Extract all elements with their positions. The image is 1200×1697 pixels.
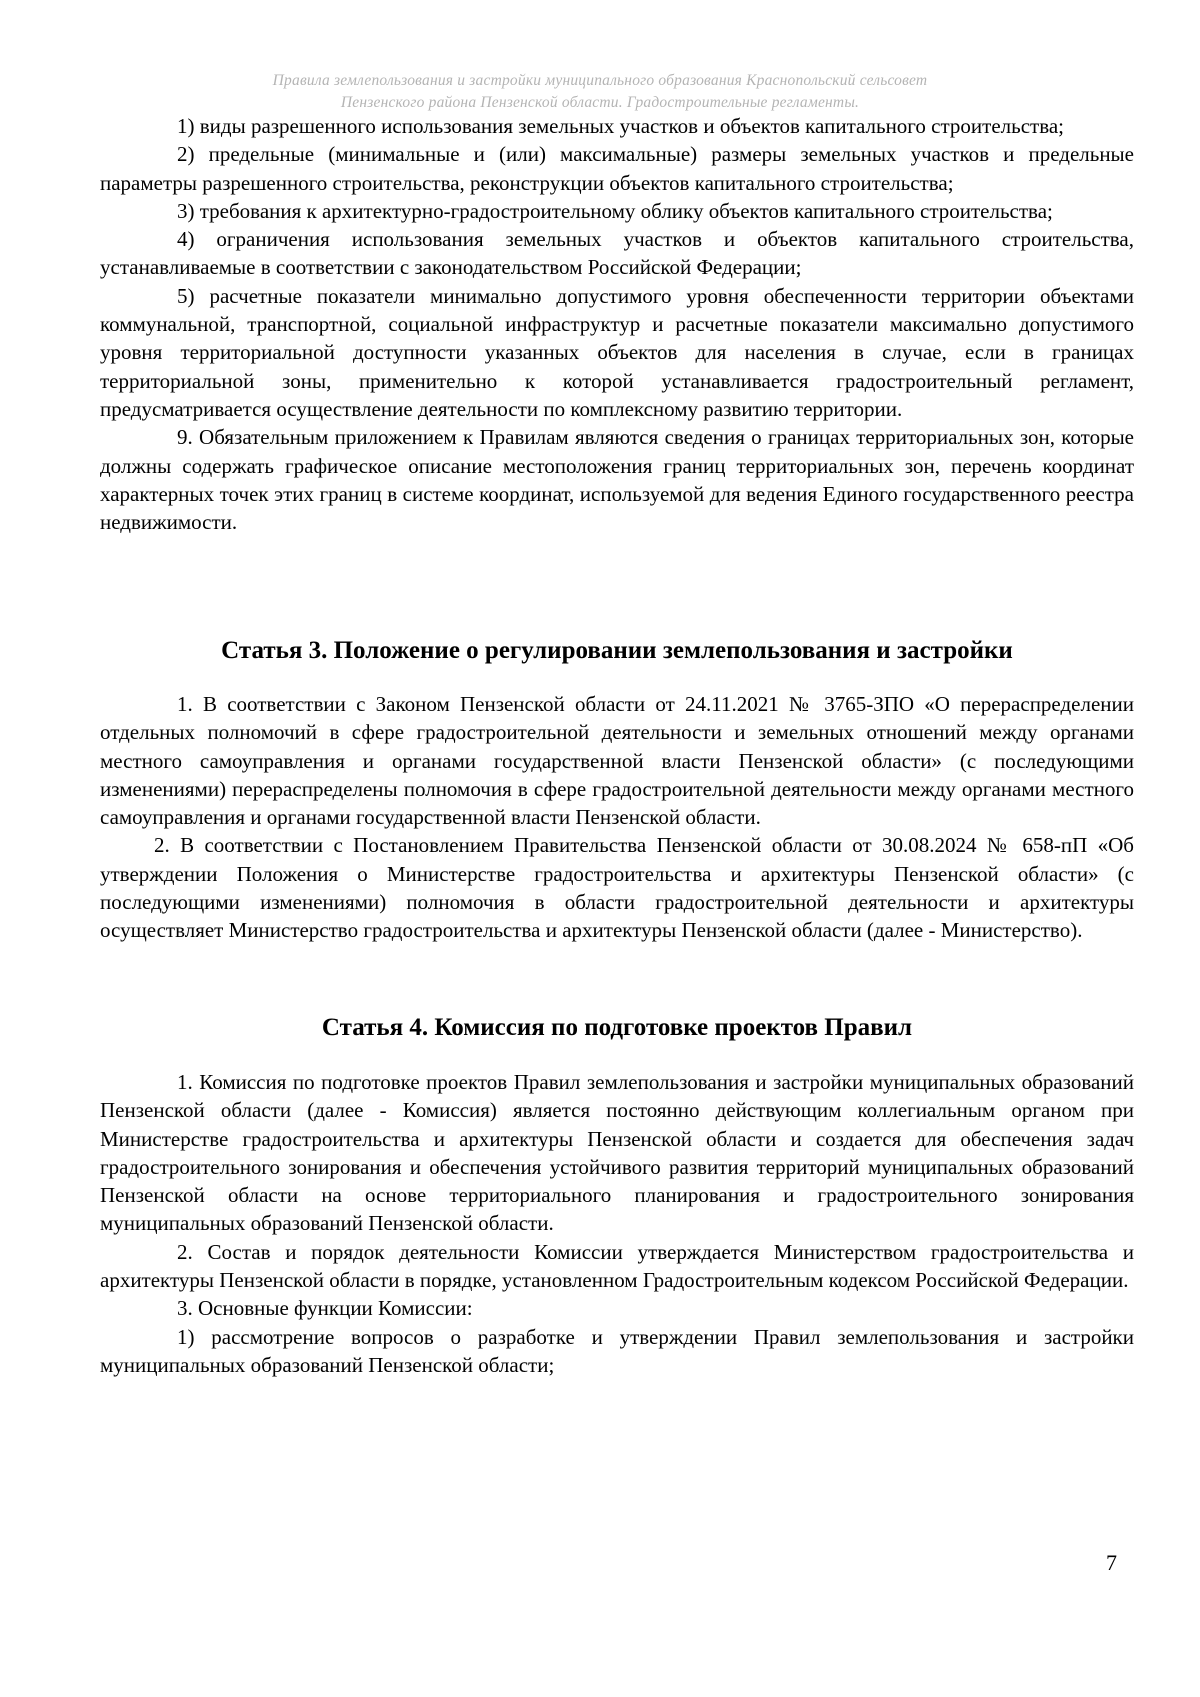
article-3-body — [100, 690, 1134, 945]
list-item: 5) расчетные показатели минимально допустимого уровня обеспеченности территории объектами коммунальной, транспортной, социальной инфраструктур и расчетные показатели максимально допустимого уровня территориальной доступности указанных объектов для населения в случае, если в границах территориальной зоны, применительно к которой устанавливается градостроительный регламент, предусматривается осуществление деятельности по комплексному развитию территории. — [100, 283, 1134, 421]
article-3-heading: Статья 3. Положение о регулировании землепользования и застройки — [221, 637, 1013, 664]
paragraph: 9. Обязательным приложением к Правилам являются сведения о границах территориальных зон, которые должны содержать графическое описание местоположения границ территориальных зон, перечень координат характерных точек этих границ в системе координат, используемой для ведения Единого государственного реестра недвижимости. — [100, 425, 1134, 535]
list-item: 2) предельные (минимальные и (или) максимальные) размеры земельных участков и предельные параметры разрешенного строительства, реконструкции объектов капитального строительства; — [100, 142, 1134, 195]
list-item: 4) ограничения использования земельных участков и объектов капитального строительства, устанавливаемые в соответствии с законодательством Российской Федерации; — [100, 227, 1134, 280]
header-line-2: Пензенского района Пензенской области. Градостроительные регламенты. — [340, 94, 860, 111]
page-number: 7 — [1106, 1550, 1117, 1575]
article-4-heading: Статья 4. Комиссия по подготовке проектов Правил — [321, 1014, 913, 1041]
paragraph: 1. Комиссия по подготовке проектов Правил землепользования и застройки муниципальных образований Пензенской области (далее - Комиссия) является постоянно действующим коллегиальным органом при Министерстве градостроительства и архитектуры Пензенской области и создается для обеспечения задач градостроительного зонирования и обеспечения устойчивого развития территорий муниципальных образований Пензенской области на основе территориального планирования и градостроительного зонирования муниципальных образований Пензенской области. — [100, 1070, 1134, 1236]
header-line-1: Правила землепользования и застройки муниципального образования Краснопольский сельсовет — [272, 72, 928, 89]
list-item: 3) требования к архитектурно-градостроительному облику объектов капитального строительства; — [177, 198, 1053, 223]
running-header — [100, 70, 1100, 114]
paragraph: 3. Основные функции Комиссии: — [177, 1296, 473, 1321]
paragraph: 2. В соответствии с Постановлением Правительства Пензенской области от 30.08.2024 № 658-пП «Об утверждении Положения о Министерстве градостроительства и архитектуры Пензенской области» (с последующими изменениями) полномочия в области градостроительной деятельности и архитектуры осуществляет Министерство градостроительства и архитектуры Пензенской области (далее - Министерство). — [100, 833, 1134, 943]
article-4-body — [100, 1068, 1134, 1379]
list-item: 1) виды разрешенного использования земельных участков и объектов капитального строительства; — [177, 114, 1064, 138]
paragraph: 2. Состав и порядок деятельности Комиссии утверждается Министерством градостроительства и архитектуры Пензенской области в порядке, установленном Градостроительным кодексом Российской Федерации. — [100, 1239, 1134, 1293]
article-2-items — [100, 112, 1134, 536]
list-item: 1) рассмотрение вопросов о разработке и утверждении Правил землепользования и застройки муниципальных образований Пензенской области; — [100, 1324, 1134, 1377]
paragraph: 1. В соответствии с Законом Пензенской области от 24.11.2021 № 3765-ЗПО «О перераспределении отдельных полномочий в сфере градостроительной деятельности и земельных отношений между органами местного самоуправления и органами государственной власти Пензенской области» (с последующими изменениями) перераспределены полномочия в сфере градостроительной деятельности между органами местного самоуправления и органами государственной власти Пензенской области. — [100, 692, 1134, 830]
